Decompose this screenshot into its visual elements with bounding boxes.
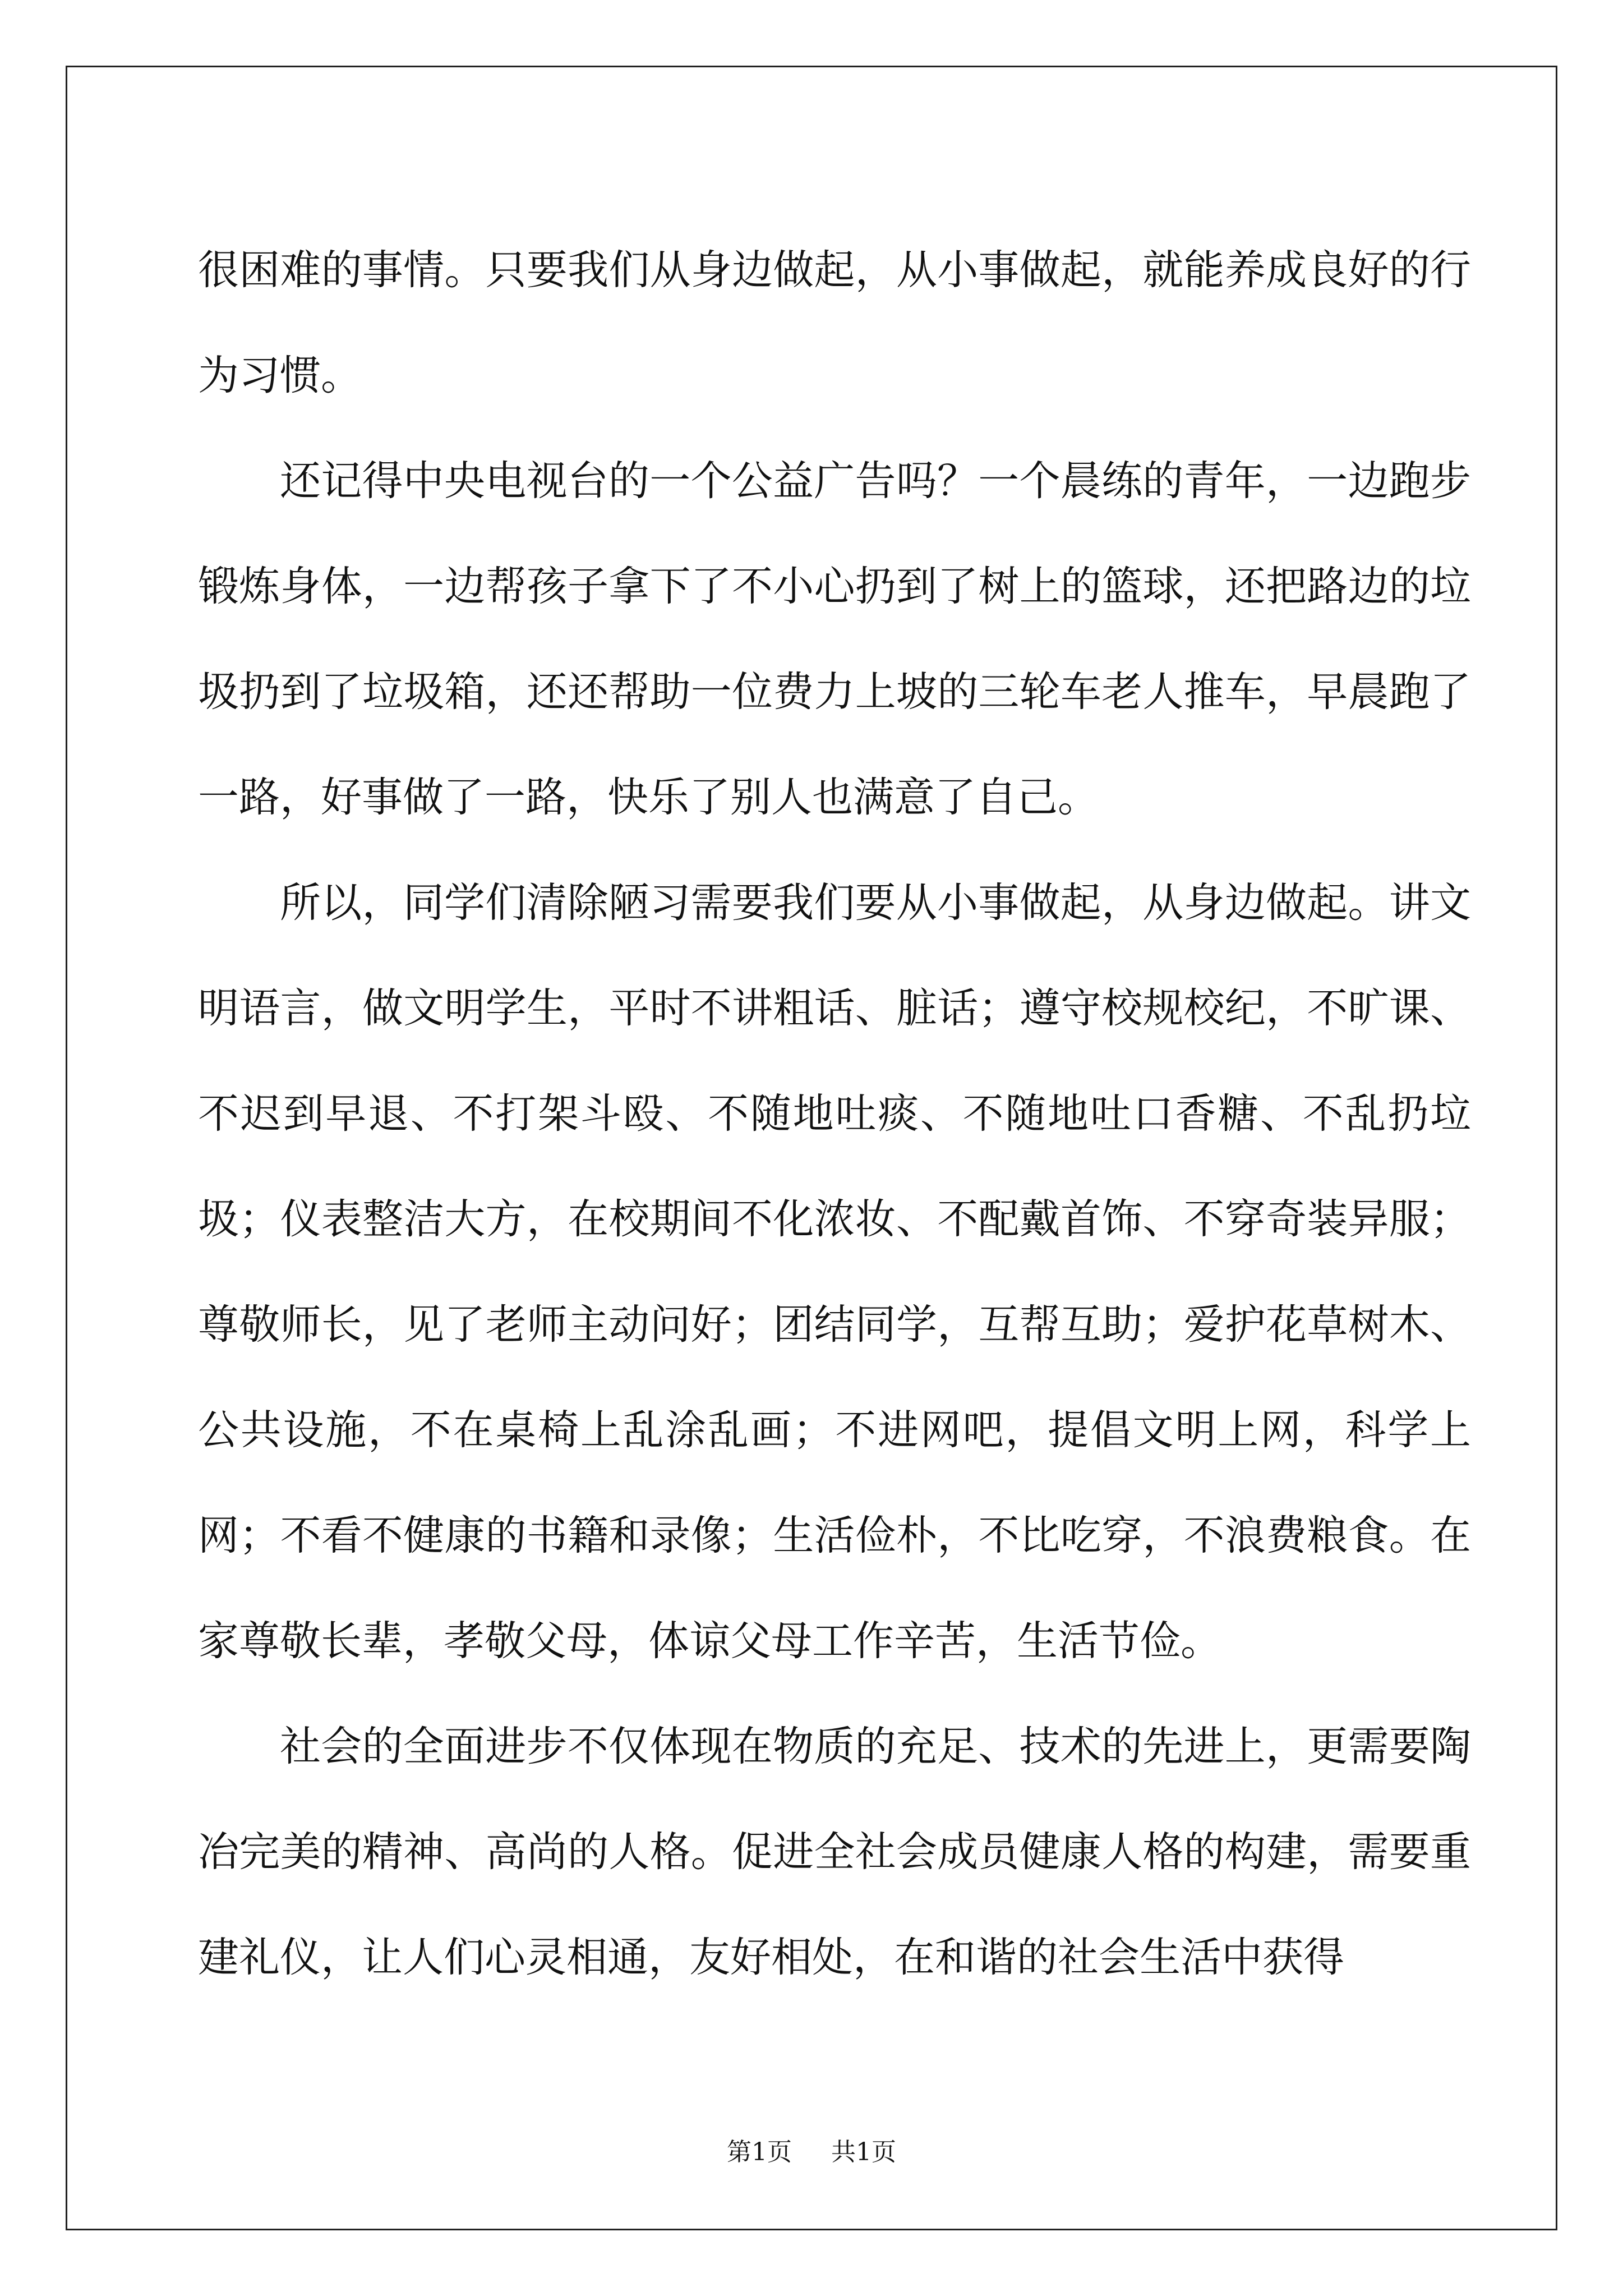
paragraph-3: 所以，同学们清除陋习需要我们要从小事做起，从身边做起。讲文明语言，做文明学生，平时不讲粗话、脏话；遵守校规校纪，不旷课、不迟到早退、不打架斗殴、不随地吐痰、不随地吐口香糖、不乱扔垃圾；仪表整洁大方，在校期间不化浓妆、不配戴首饰、不穿奇装异服；尊敬师长，见了老师主动问好；团结同学，互帮互助；爱护花草树木、公共设施，不在桌椅上乱涂乱画；不进网吧，提倡文明上网，科学上网；不看不健康的书籍和录像；生活俭朴，不比吃穿，不浪费粮食。在家尊敬长辈，孝敬父母，体谅父母工作辛苦，生活节俭。 [198,879,1471,1665]
page-footer [0,2132,1623,2168]
document-body [198,218,1471,2010]
paragraph-1: 很困难的事情。只要我们从身边做起，从小事做起，就能养成良好的行为习惯。 [198,246,1471,399]
page-number: 第1页 [727,2138,792,2166]
page-total: 共1页 [831,2138,896,2166]
paragraph-2: 还记得中央电视台的一个公益广告吗？一个晨练的青年，一边跑步锻炼身体，一边帮孩子拿下了不小心扔到了树上的篮球，还把路边的垃圾扔到了垃圾箱，还还帮助一位费力上坡的三轮车老人推车，早晨跑了一路，好事做了一路，快乐了别人也满意了自己。 [198,457,1471,821]
paragraph-4: 社会的全面进步不仅体现在物质的充足、技术的先进上，更需要陶冶完美的精神、高尚的人格。促进全社会成员健康人格的构建，需要重建礼仪，让人们心灵相通，友好相处，在和谐的社会生活中获得 [198,1723,1471,1981]
